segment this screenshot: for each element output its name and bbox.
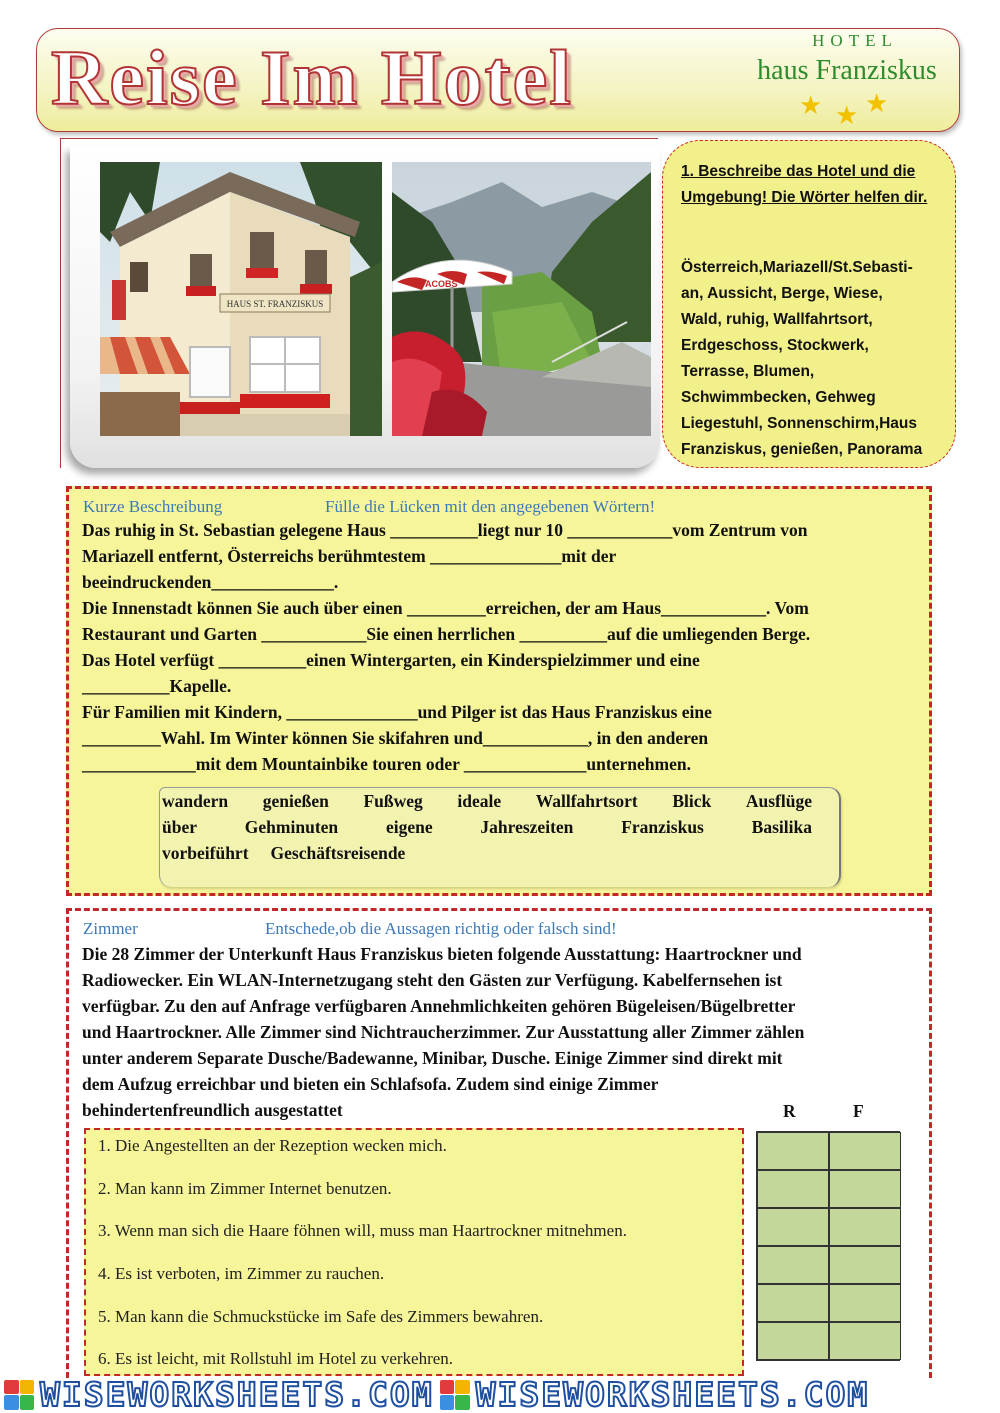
gap-fill-text [82, 517, 922, 777]
word-bank-word: wandern [162, 791, 229, 811]
column-header-richtig: R [783, 1101, 796, 1121]
description-section [66, 486, 932, 896]
gap-fill-line: Restaurant und Garten ____________Sie einen herrlichen __________auf die umliegenden Berge. [82, 624, 811, 644]
word-bank-word: Jahreszeiten [480, 817, 574, 837]
hotel-name: haus Franziskus [757, 55, 937, 86]
mountain-valley-photo [392, 162, 651, 436]
answer-cell-f6[interactable] [829, 1322, 901, 1360]
section-instruction: Fülle die Lücken mit den angegebenen Wörtern! [325, 497, 656, 516]
hotel-house-photo [100, 162, 382, 436]
answer-cell-r6[interactable] [757, 1322, 829, 1360]
word-bank-word: Geschäftsreisende [270, 843, 406, 863]
statement-item: 6. Es ist leicht, mit Rollstuhl im Hotel zu verkehren. [98, 1349, 454, 1368]
task1-word-line: Terrasse, Blumen, [681, 363, 815, 380]
answer-cell-f5[interactable] [829, 1284, 901, 1322]
word-bank-word: Wallfahrtsort [535, 791, 638, 811]
task1-word-list [681, 255, 943, 463]
answer-cell-r1[interactable] [757, 1132, 829, 1170]
word-bank-word: über [162, 817, 197, 837]
rooms-text-line: und Haartrockner. Alle Zimmer sind Nichtraucherzimmer. Zur Ausstattung aller Zimmer zählen [82, 1022, 805, 1042]
answer-cell-f3[interactable] [829, 1208, 901, 1246]
wiseworksheets-logo-icon [4, 1380, 34, 1410]
answer-cell-f2[interactable] [829, 1170, 901, 1208]
answer-cell-f1[interactable] [829, 1132, 901, 1170]
wiseworksheets-logo-icon [440, 1380, 470, 1410]
gap-fill-line: Das ruhig in St. Sebastian gelegene Haus __________liegt nur 10 ____________vom Zentrum von [82, 520, 808, 540]
word-bank-word: eigene [385, 817, 433, 837]
task1-word-line: an, Aussicht, Berge, Wiese, [681, 285, 883, 302]
statement-item: 1. Die Angestellten an der Rezeption wecken mich. [98, 1136, 447, 1155]
answer-cell-r4[interactable] [757, 1246, 829, 1284]
task1-word-line: Österreich,Mariazell/St.Sebasti- [681, 259, 913, 276]
rooms-text-line: behindertenfreundlich ausgestattet [82, 1100, 343, 1120]
rooms-text-line: Radiowecker. Ein WLAN-Internetzugang steht den Gästen zur Verfügung. Kabelfernsehen ist [82, 970, 783, 990]
task1-word-line: Liegestuhl, Sonnenschirm,Haus [681, 415, 917, 432]
task1-word-line: Erdgeschoss, Stockwerk, [681, 337, 869, 354]
gap-fill-line: Für Familien mit Kindern, _______________und Pilger ist das Haus Franziskus eine [82, 702, 712, 722]
word-bank-word: Ausflüge [745, 791, 812, 811]
word-bank-word: Franziskus [621, 817, 704, 837]
watermark-text: WISEWORKSHEETS.COM [40, 1374, 434, 1413]
gap-fill-line: __________Kapelle. [82, 676, 232, 696]
umbrella-text: JACOBS [420, 279, 458, 289]
task1-instruction: 1. Beschreibe das Hotel und die Umgebung! Die Wörter helfen dir. [681, 163, 928, 206]
answer-cell-r3[interactable] [757, 1208, 829, 1246]
statement-item: 2. Man kann im Zimmer Internet benutzen. [98, 1179, 392, 1198]
word-bank-row [162, 814, 812, 840]
rooms-text-line: verfügbar. Zu den auf Anfrage verfügbaren Annehmlichkeiten gehören Bügeleisen/Bügelbretter [82, 996, 796, 1016]
rooms-text-line: unter anderem Separate Dusche/Badewanne, Minibar, Dusche. Einige Zimmer sind direkt mit [82, 1048, 783, 1068]
statement-item: 3. Wenn man sich die Haare föhnen will, muss man Haartrockner mitnehmen. [98, 1221, 627, 1240]
star-icon: ★ [865, 89, 889, 118]
answer-grid [756, 1131, 900, 1361]
word-bank-word: ideale [457, 791, 502, 811]
hotel-label: HOTEL [812, 31, 898, 50]
word-bank [159, 787, 841, 887]
section-instruction: Entschede,ob die Aussagen richtig oder falsch sind! [265, 919, 617, 938]
section-label: Kurze Beschreibung [83, 497, 223, 516]
word-bank-word: vorbeiführt [162, 843, 249, 863]
worksheet-title: Reise Im Hotel [51, 34, 573, 121]
word-bank-word: Gehminuten [244, 817, 339, 837]
gap-fill-line: Mariazell entfernt, Österreichs berühmtestem _______________mit der [82, 546, 617, 566]
task1-word-line: Franziskus, genießen, Panorama [681, 441, 923, 458]
gap-fill-line: Das Hotel verfügt __________einen Wintergarten, ein Kinderspielzimmer und eine [82, 650, 700, 670]
gap-fill-line: _____________mit dem Mountainbike touren oder ______________unternehmen. [82, 754, 691, 774]
word-bank-word: Fußweg [363, 791, 423, 811]
house-sign-text: HAUS ST. FRANZISKUS [226, 299, 324, 309]
answer-cell-r2[interactable] [757, 1170, 829, 1208]
statement-item: 5. Man kann die Schmuckstücke im Safe des Zimmers bewahren. [98, 1307, 544, 1326]
watermark-bar [0, 1376, 1000, 1413]
task1-box [662, 140, 956, 468]
word-bank-word: Basilika [751, 817, 812, 837]
star-icon: ★ [799, 91, 823, 120]
word-bank-row [162, 788, 812, 814]
task1-word-line: Wald, ruhig, Wallfahrtsort, [681, 311, 873, 328]
header-banner [36, 28, 960, 132]
column-header-falsch: F [853, 1101, 864, 1121]
star-icon: ★ [835, 101, 859, 130]
answer-cell-r5[interactable] [757, 1284, 829, 1322]
watermark-text: WISEWORKSHEETS.COM [475, 1374, 870, 1413]
word-bank-word: genießen [262, 791, 329, 811]
gap-fill-line: beeindruckenden______________. [82, 572, 339, 592]
true-false-statements [84, 1128, 744, 1376]
gap-fill-line: Die Innenstadt können Sie auch über einen _________erreichen, der am Haus____________. Vom [82, 598, 809, 618]
rooms-text-line: dem Aufzug erreichbar und bieten ein Schlafsofa. Zudem sind einige Zimmer [82, 1074, 659, 1094]
task1-word-line: Schwimmbecken, Gehweg [681, 389, 876, 406]
word-bank-row [162, 840, 812, 866]
word-bank-word: Blick [672, 791, 712, 811]
gap-fill-line: _________Wahl. Im Winter können Sie skifahren und____________, in den anderen [82, 728, 709, 748]
answer-cell-f4[interactable] [829, 1246, 901, 1284]
statement-item: 4. Es ist verboten, im Zimmer zu rauchen. [98, 1264, 385, 1283]
section-label: Zimmer [83, 919, 138, 938]
rooms-text-line: Die 28 Zimmer der Unterkunft Haus Franziskus bieten folgende Ausstattung: Haartrockner und [82, 944, 802, 964]
rooms-text [82, 941, 922, 1123]
